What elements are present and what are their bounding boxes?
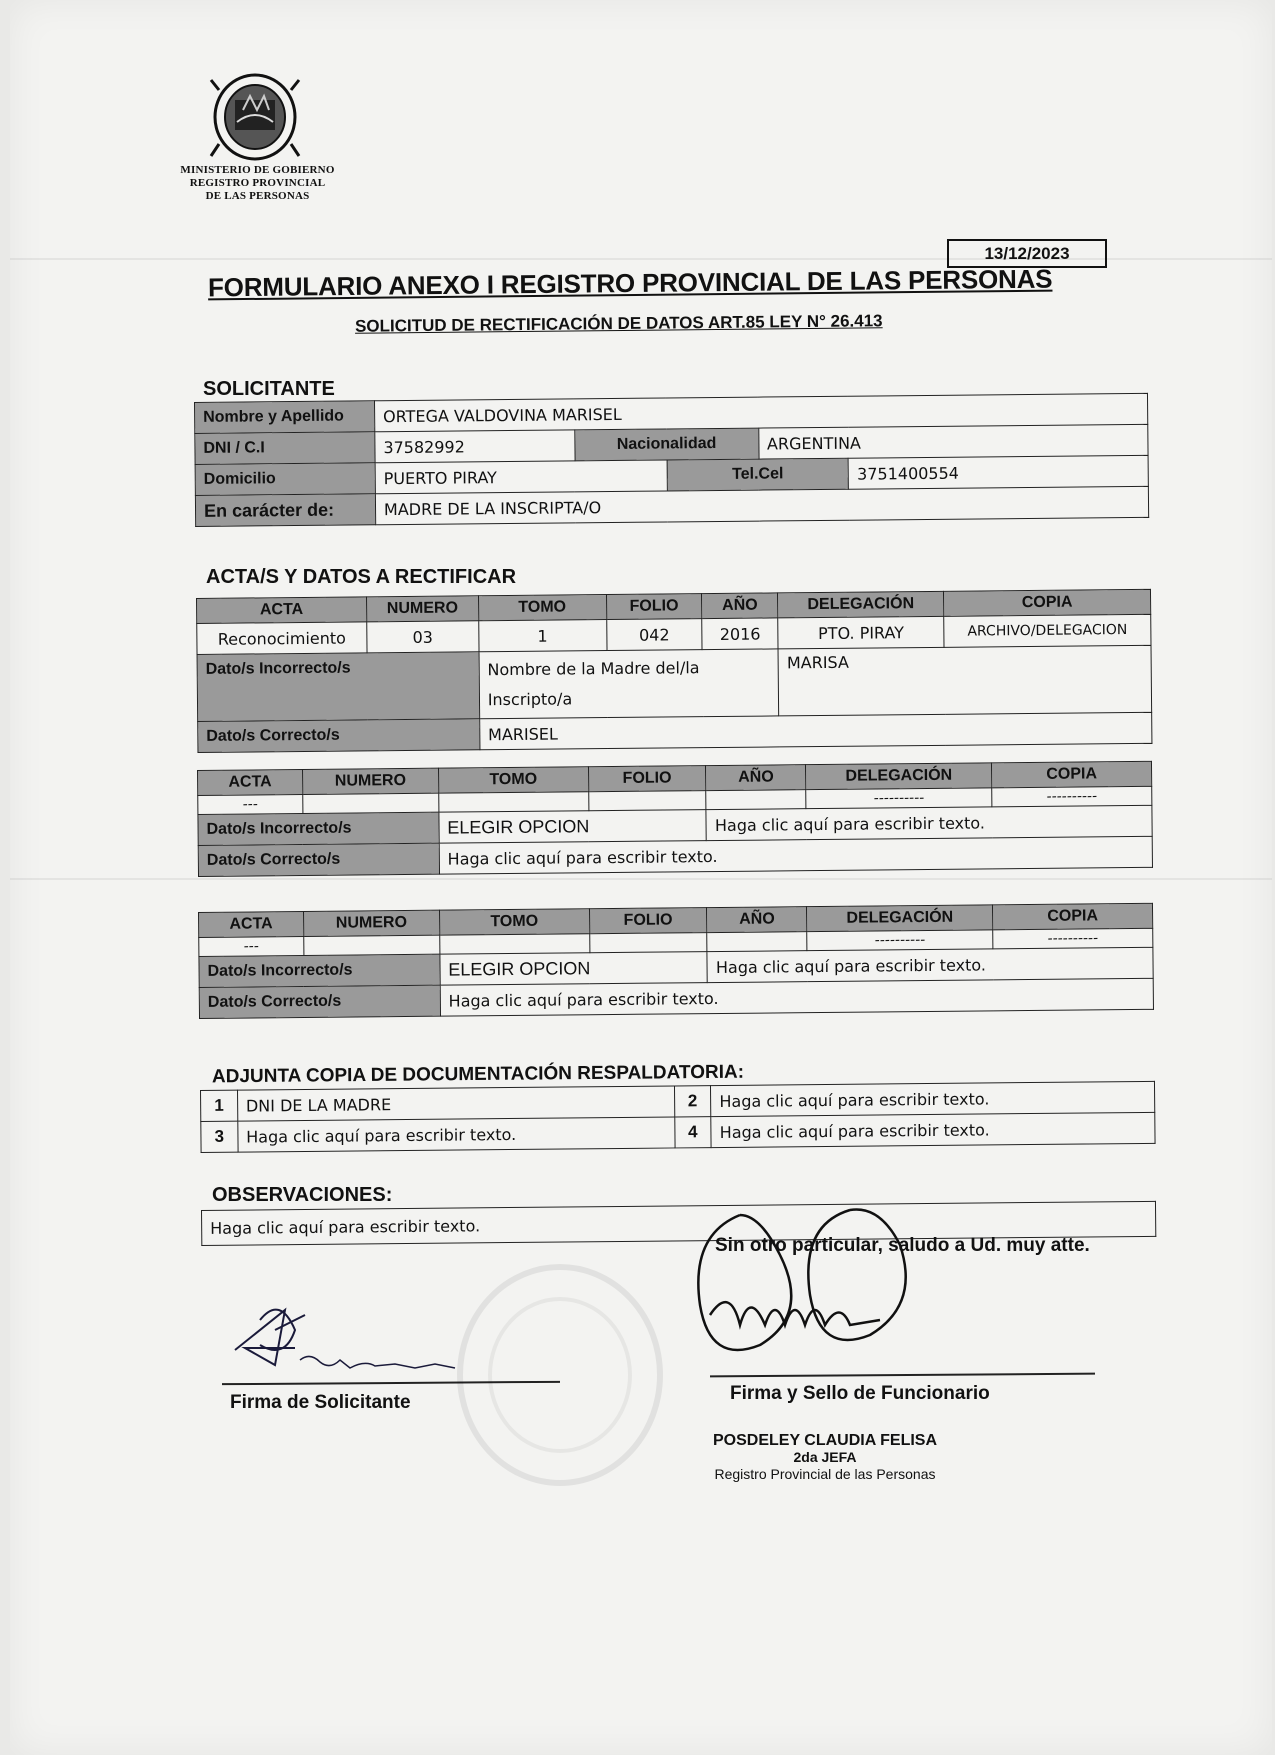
field-incorrecto-valor[interactable]: Haga clic aquí para escribir texto. (707, 947, 1153, 982)
cell-numero[interactable] (304, 935, 440, 955)
form-subtitle: SOLICITUD DE RECTIFICACIÓN DE DATOS ART.85 LEY N° 26.413 (354, 311, 883, 336)
section-title-observaciones: OBSERVACIONES: (212, 1184, 393, 1206)
stamp-office: Registro Provincial de las Personas (714, 1466, 936, 1482)
doc-field-3[interactable]: Haga clic aquí para escribir texto. (238, 1117, 675, 1152)
cell-delegacion[interactable]: PTO. PIRAY (778, 616, 944, 649)
doc-field-4[interactable]: Haga clic aquí para escribir texto. (711, 1112, 1155, 1147)
coat-of-arms-logo (205, 70, 305, 165)
doc-number: 3 (201, 1121, 238, 1152)
cell-anio[interactable] (707, 932, 807, 952)
label-correcto: Dato/s Correcto/s (199, 985, 440, 1018)
header-tomo: TOMO (438, 767, 588, 793)
header-tomo: TOMO (439, 909, 589, 935)
header-copia: COPIA (944, 589, 1151, 616)
cell-tomo[interactable]: 1 (479, 620, 607, 652)
label-nombre: Nombre y Apellido (195, 401, 375, 434)
label-caracter: En carácter de: (195, 494, 375, 527)
org-line: REGISTRO PROVINCIAL (189, 177, 326, 189)
stamp-name: POSDELEY CLAUDIA FELISA (712, 1432, 938, 1449)
field-correcto[interactable]: MARISEL (479, 712, 1151, 749)
cell-tomo[interactable] (438, 792, 588, 812)
field-incorrecto-dato[interactable]: Nombre de la Madre del/la Inscripto/a (479, 649, 779, 719)
label-tel: Tel.Cel (667, 458, 849, 491)
label-incorrecto: Dato/s Incorrecto/s (198, 812, 439, 845)
field-caracter[interactable]: MADRE DE LA INSCRIPTA/O (375, 486, 1148, 524)
field-nombre[interactable]: ORTEGA VALDOVINA MARISEL (374, 393, 1147, 431)
doc-field-1[interactable]: DNI DE LA MADRE (237, 1086, 674, 1121)
header-tomo: TOMO (478, 595, 606, 621)
header-folio: FOLIO (589, 908, 707, 934)
cell-delegacion[interactable]: ---------- (807, 930, 993, 951)
cell-anio[interactable]: 2016 (702, 618, 778, 650)
field-incorrecto-valor[interactable]: Haga clic aquí para escribir texto. (706, 805, 1152, 840)
select-opcion[interactable]: ELEGIR OPCION (439, 810, 707, 844)
label-firma-solicitante: Firma de Solicitante (230, 1392, 411, 1413)
document-page (10, 0, 1272, 1755)
label-incorrecto: Dato/s Incorrecto/s (199, 954, 440, 987)
faded-seal-icon (450, 1260, 670, 1490)
org-line: MINISTERIO DE GOBIERNO (180, 164, 335, 176)
cell-copia[interactable]: ---------- (993, 928, 1153, 949)
acta-block-3 (198, 903, 1154, 1019)
cell-folio[interactable]: 042 (606, 619, 702, 651)
cell-numero[interactable] (303, 793, 439, 813)
cell-copia[interactable]: ARCHIVO/DELEGACION (944, 614, 1151, 647)
header-acta: ACTA (197, 597, 367, 624)
label-correcto: Dato/s Correcto/s (198, 719, 480, 753)
header-numero: NUMERO (303, 910, 439, 936)
select-opcion[interactable]: ELEGIR OPCION (440, 952, 708, 986)
field-tel[interactable]: 3751400554 (848, 455, 1148, 489)
field-incorrecto-valor[interactable]: MARISA (778, 645, 1151, 716)
signature-funcionario (680, 1195, 940, 1385)
doc-number: 2 (674, 1086, 711, 1117)
org-line: DE LAS PERSONAS (205, 190, 310, 202)
date-box: 13/12/2023 (947, 239, 1107, 268)
label-correcto: Dato/s Correcto/s (198, 843, 439, 876)
label-firma-funcionario: Firma y Sello de Funcionario (730, 1383, 990, 1404)
header-anio: AÑO (706, 765, 806, 791)
field-domicilio[interactable]: PUERTO PIRAY (375, 460, 667, 494)
cell-acta[interactable]: --- (199, 936, 304, 956)
header-delegacion: DELEGACIÓN (778, 591, 944, 618)
paper-crease (10, 878, 1272, 880)
field-correcto[interactable]: Haga clic aquí para escribir texto. (440, 978, 1154, 1016)
header-numero: NUMERO (366, 596, 478, 622)
observaciones-field[interactable]: Haga clic aquí para escribir texto. (202, 1201, 1156, 1245)
label-nacionalidad: Nacionalidad (575, 428, 759, 461)
field-correcto[interactable]: Haga clic aquí para escribir texto. (439, 836, 1153, 874)
cell-numero[interactable]: 03 (367, 621, 479, 653)
header-acta: ACTA (199, 911, 304, 937)
doc-field-2[interactable]: Haga clic aquí para escribir texto. (711, 1081, 1155, 1116)
header-acta: ACTA (198, 769, 303, 795)
header-delegacion: DELEGACIÓN (806, 763, 992, 790)
form-title: FORMULARIO ANEXO I REGISTRO PROVINCIAL DE LAS PERSONAS (207, 263, 1053, 303)
cell-folio[interactable] (588, 791, 706, 811)
section-title-actas: ACTA/S Y DATOS A RECTIFICAR (206, 566, 517, 588)
field-dni[interactable]: 37582992 (375, 430, 575, 463)
cell-anio[interactable] (706, 790, 806, 810)
acta-block-1 (196, 589, 1152, 753)
header-folio: FOLIO (606, 594, 702, 620)
label-incorrecto: Dato/s Incorrecto/s (197, 652, 479, 722)
section-title-solicitante: SOLICITANTE (203, 378, 335, 400)
official-stamp (700, 1432, 950, 1483)
cell-delegacion[interactable]: ---------- (806, 788, 992, 809)
adjunta-table (200, 1081, 1156, 1153)
section-title-adjunta: ADJUNTA COPIA DE DOCUMENTACIÓN RESPALDATORIA: (211, 1061, 745, 1088)
stamp-role: 2da JEFA (793, 1449, 857, 1465)
header-anio: AÑO (702, 593, 778, 619)
header-folio: FOLIO (588, 766, 706, 792)
header-delegacion: DELEGACIÓN (807, 905, 993, 932)
header-copia: COPIA (992, 761, 1152, 788)
header-anio: AÑO (707, 907, 807, 933)
acta-block-2 (197, 761, 1153, 877)
header-numero: NUMERO (302, 768, 438, 794)
cell-copia[interactable]: ---------- (992, 786, 1152, 807)
label-dni: DNI / C.I (195, 432, 375, 465)
doc-number: 4 (674, 1117, 711, 1148)
label-domicilio: Domicilio (195, 463, 375, 496)
cell-tomo[interactable] (439, 934, 589, 954)
header-copia: COPIA (993, 903, 1153, 930)
doc-number: 1 (201, 1090, 238, 1121)
cell-folio[interactable] (589, 933, 707, 953)
field-nacionalidad[interactable]: ARGENTINA (758, 424, 1148, 459)
cell-acta[interactable]: Reconocimiento (197, 622, 367, 655)
closing-text: Sin otro particular, saludo a Ud. muy atte. (715, 1235, 1090, 1256)
cell-acta[interactable]: --- (198, 794, 303, 814)
solicitante-table (194, 393, 1149, 527)
